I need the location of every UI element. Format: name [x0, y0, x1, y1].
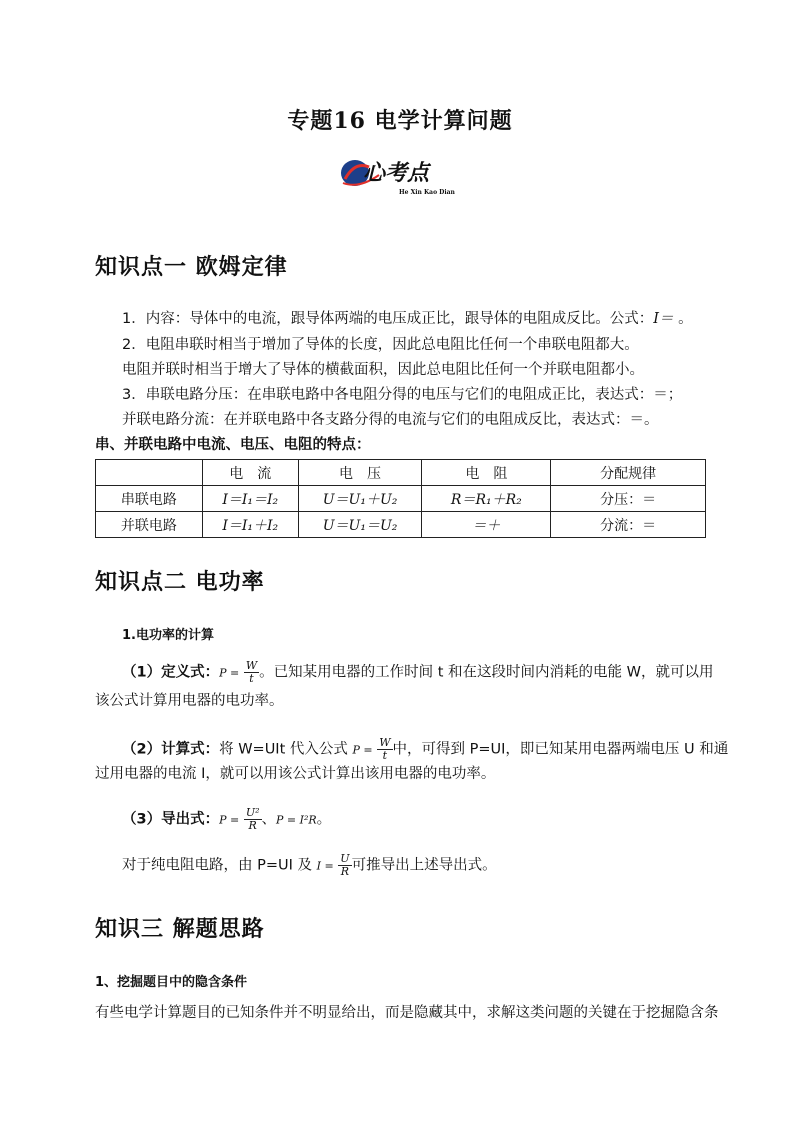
page-title: 专题16 电学计算问题	[287, 108, 513, 134]
table-cell: U＝U₁＋U₂	[298, 486, 422, 512]
table-cell: U＝U₁＝U₂	[298, 512, 422, 538]
calculation-line: （2）计算式：将 W=UIt 代入公式 P = $\frac{W}{t}$ 中，可得到 P=UI，即已知某用电器两端电压 U 和通	[122, 736, 729, 762]
table-header: 分配规律	[551, 460, 706, 486]
definition-line: （1）定义式：P = $\frac{W}{t}$ 。已知某用电器的工作时间 t 和在这段时间内消耗的电能 W，就可以用	[122, 659, 714, 685]
section3-subheading: 1、挖掘题目中的隐含条件	[95, 975, 248, 990]
fraction-u2-over-r: $\frac{\text{U²}}{R}$	[245, 806, 260, 832]
table-caption: 串、并联电路中电流、电压、电阻的特点：	[95, 437, 371, 453]
section3-heading: 知识三 解题思路	[95, 917, 265, 942]
table-cell: 并联电路	[96, 512, 203, 538]
svg-text:He Xin Kao Dian: He Xin Kao Dian	[399, 189, 455, 196]
table-header: 电 流	[202, 460, 298, 486]
table-header: 电 阻	[422, 460, 551, 486]
section1-p1: 1．内容：导体中的电流，跟导体两端的电压成正比，跟导体的电阻成反比。公式：I＝ 。	[122, 311, 693, 327]
pure-resistance-line: 对于纯电阻电路，由 P=UI 及 I = $\frac{U}{R}$ 可推导出上述导出式。	[122, 852, 497, 878]
table-cell: 分流：＝	[551, 512, 706, 538]
brand-logo	[339, 153, 461, 197]
section1-heading: 知识点一 欧姆定律	[95, 255, 288, 280]
fraction-u-over-r: $\frac{U}{R}$	[340, 852, 350, 878]
derived-line: （3）导出式：P = $\frac{\text{U²}}{R}$ 、P = I²R。	[122, 806, 332, 832]
definition-line-2: 该公式计算用电器的电功率。	[95, 693, 284, 709]
table-cell: ＝＋	[422, 512, 551, 538]
section1-p3: 电阻并联时相当于增大了导体的横截面积，因此总电阻比任何一个并联电阻都小。	[122, 362, 644, 378]
calculation-line-2: 过用电器的电流 I，就可以用该公式计算出该用电器的电功率。	[95, 766, 496, 782]
section1-p4: 3．串联电路分压：在串联电路中各电阻分得的电压与它们的电阻成正比，表达式：＝；	[122, 387, 683, 403]
section1-p5: 并联电路分流：在并联电路中各支路分得的电流与它们的电阻成反比，表达式：＝。	[122, 412, 659, 428]
table-cell: I＝I₁＝I₂	[202, 486, 298, 512]
fraction-w-over-t: $\frac{W}{t}$	[245, 659, 258, 685]
section1-p2: 2．电阻串联时相当于增加了导体的长度，因此总电阻比任何一个串联电阻都大。	[122, 337, 639, 353]
fraction-w-over-t: $\frac{W}{t}$	[379, 736, 391, 762]
section3-p1: 有些电学计算题目的已知条件并不明显给出，而是隐藏其中，求解这类问题的关键在于挖掘隐含条	[95, 1005, 719, 1021]
table-row	[96, 512, 706, 538]
table-header: 电 压	[298, 460, 422, 486]
circuit-table	[95, 459, 706, 538]
table-header	[96, 460, 203, 486]
section2-subheading: 1.电功率的计算	[122, 628, 214, 643]
table-cell: 串联电路	[96, 486, 203, 512]
svg-text:心考点: 心考点	[363, 160, 430, 186]
table-header-row	[96, 460, 706, 486]
section2-heading: 知识点二 电功率	[95, 570, 265, 595]
table-cell: 分压：＝	[551, 486, 706, 512]
table-row	[96, 486, 706, 512]
table-cell: I＝I₁＋I₂	[202, 512, 298, 538]
table-cell: R＝R₁＋R₂	[422, 486, 551, 512]
